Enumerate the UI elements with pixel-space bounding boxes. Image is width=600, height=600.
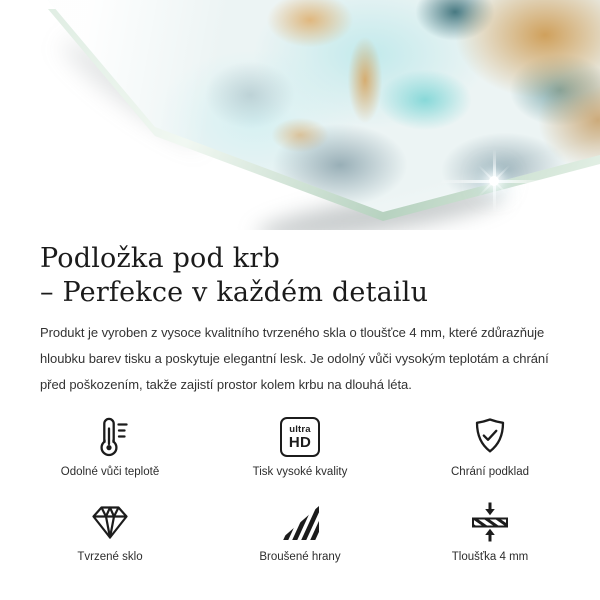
feature-label: Chrání podklad [451, 466, 529, 478]
feature-thickness [395, 499, 585, 564]
page-title [40, 242, 560, 310]
product-image [0, 0, 600, 230]
features-grid [0, 414, 600, 564]
feature-polished-edges [205, 499, 395, 564]
feature-label: Tloušťka 4 mm [451, 551, 529, 563]
title-line-1: Podložka pod krb [40, 243, 280, 274]
feature-protects-floor [395, 414, 585, 479]
product-description: Produkt je vyroben z vysoce kvalitního tvrzeného skla o tloušťce 4 mm, které zdůrazňuje hloubku barev tisku a poskytuje elegantní lesk. Je odolný vůči vysokým teplotám a chrání před poškozením, takže zajistí prostor kolem krbu na dlouhá léta. [40, 325, 549, 392]
product-content [0, 242, 600, 398]
ultra-hd-icon: ultra HD [280, 417, 320, 457]
feature-tempered-glass [15, 499, 205, 564]
title-line-2: – Perfekce v každém detailu [40, 277, 429, 308]
shield-check-icon [468, 415, 512, 459]
thermometer-icon [88, 415, 132, 459]
feature-print-quality [205, 414, 395, 479]
feature-label: Tisk vysoké kvality [252, 466, 348, 478]
feature-label: Odolné vůči teplotě [60, 466, 160, 478]
beveled-edge-icon [278, 500, 322, 544]
feature-heat-resistant [15, 414, 205, 479]
diamond-icon [88, 500, 132, 544]
feature-label: Broušené hrany [259, 551, 341, 563]
thickness-arrows-icon [468, 500, 512, 544]
feature-label: Tvrzené sklo [77, 551, 143, 563]
